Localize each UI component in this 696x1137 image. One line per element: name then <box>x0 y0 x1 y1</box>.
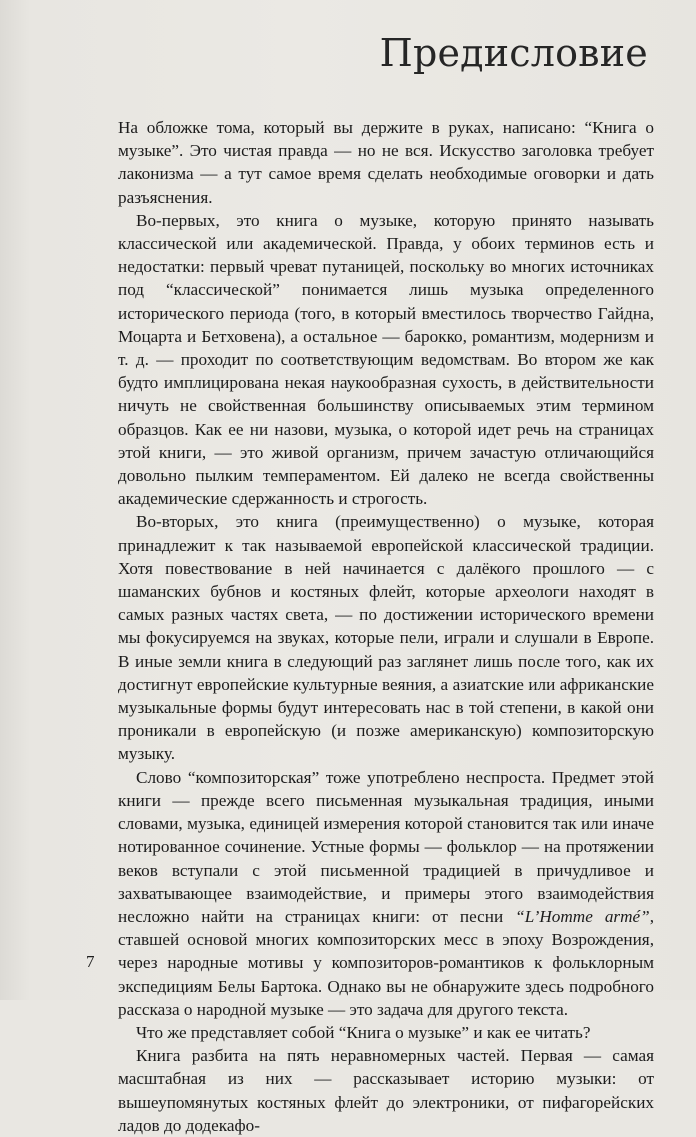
paragraph-4-text-end: , ставшей основой многих композиторских месс в эпоху Возрождения, через народные мотивы у композиторов-романтиков к фольклорным экспедициям Белы Бартока. Однако вы не обнаружите здесь подробного рассказа о народной музыке — это задача для другого текста. <box>118 906 654 1019</box>
page-number: 7 <box>86 952 95 971</box>
paragraph-4 <box>118 766 654 1021</box>
song-title-italic: “L’Homme armé” <box>515 906 650 926</box>
paragraph-2: Во-первых, это книга о музыке, которую принято называть классической или академической. Правда, у обоих терминов есть и недостатки: первый чреват путаницей, поскольку во многих источниках под “классической” понимается лишь музыка определенного исторического периода (того, в который вместилось творчество Гайдна, Моцарта и Бетховена), а остальное — барокко, романтизм, модернизм и т. д. — проходит по соответствующим ведомствам. Во втором же как будто имплицирована некая наукообразная сухость, в действительности ничуть не свойственная большинству описываемых этим термином образцов. Как ее ни назови, музыка, о которой идет речь на страницах этой книги, — это живой организм, причем зачастую отличающийся довольно пылким темпераментом. Ей далеко не всегда свойственны академические сдержанность и строгость. <box>118 210 654 509</box>
paragraph-4-text-start: Слово “композиторская” тоже употреблено неспроста. Предмет этой книги — прежде всего письменная музыкальная традиция, иными словами, музыка, единицей измерения которой становится так или иначе нотированное сочинение. Устные формы — фольклор — на протяжении веков вступали с этой письменной традицией в причудливое и захватывающее взаимодействие, и примеры этого взаимодействия несложно найти на страницах книги: от песни <box>118 767 654 926</box>
chapter-title: Предисловие <box>379 31 648 75</box>
body-text <box>118 116 654 1137</box>
paragraph-1: На обложке тома, который вы держите в руках, написано: “Книга о музыке”. Это чистая правда — но не вся. Искусство заголовка требует лаконизма — а тут самое время сделать необходимые оговорки и дать разъяснения. <box>118 118 654 207</box>
paragraph-3: Во-вторых, это книга (преимущественно) о музыке, которая принадлежит к так называемой европейской классической традиции. Хотя повествование в ней начинается с далёкого прошлого — с шаманских бубнов и костяных флейт, которые археологи находят в самых разных частях света, — по достижении исторического времени мы фокусируемся на звуках, которые пели, играли и слушали в Европе. В иные земли книга в следующий раз заглянет лишь после того, как их достигнут европейские культурные веяния, а азиатские или африканские музыкальные формы будут интересовать нас в той степени, в какой они проникали в европейскую (и позже американскую) композиторскую музыку. <box>118 512 654 764</box>
paragraph-5: Что же представляет собой “Книга о музыке” и как ее читать? <box>136 1022 591 1042</box>
paragraph-6: Книга разбита на пять неравномерных частей. Первая — самая масштабная из них — рассказывает историю музыки: от вышеупомянутых костяных флейт до электроники, от пифагорейских ладов до додекафо- <box>118 1046 654 1135</box>
